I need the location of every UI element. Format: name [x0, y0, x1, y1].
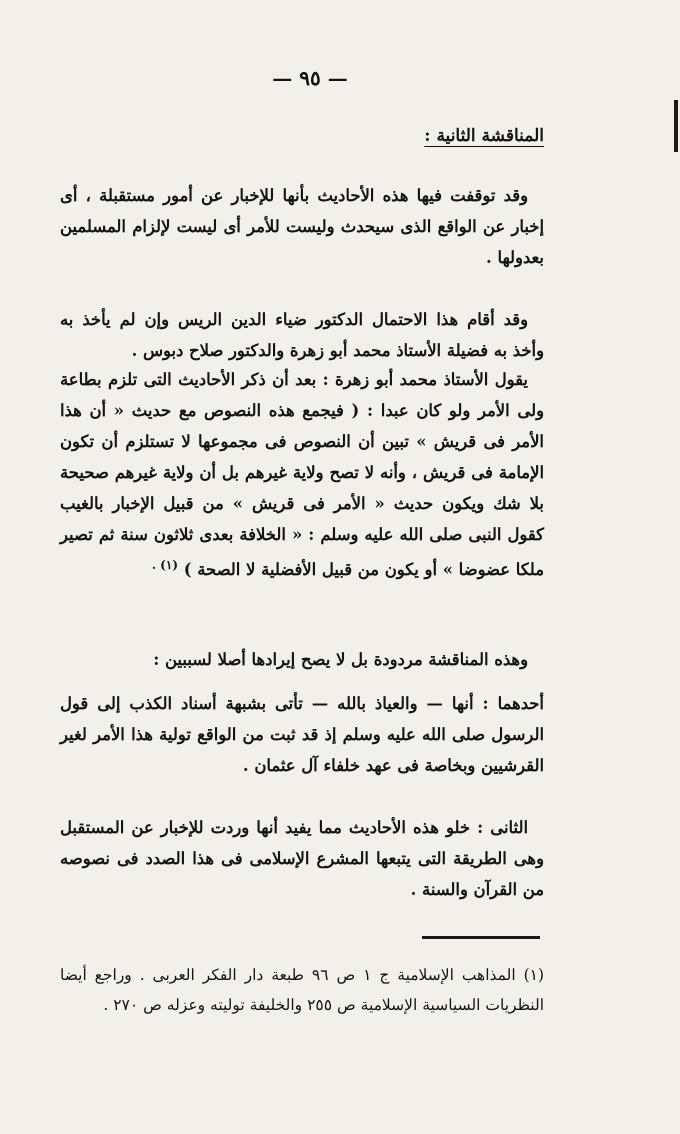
- paragraph-2: [60, 304, 544, 366]
- paragraph-6: [60, 812, 544, 905]
- page-edge-mark: [674, 100, 678, 152]
- paragraph-5: [60, 688, 544, 781]
- paragraph-4: [60, 644, 544, 675]
- paragraph-1: [60, 180, 544, 273]
- footnote-divider: [422, 936, 540, 939]
- paragraph-6-text: الثانى : خلو هذه الأحاديث مما يفيد أنها وردت للإخبار عن المستقبل وهى الطريقة التى يتبعها المشرع الإسلامى فى هذا الصدد فى نصوصه من القرآن والسنة .: [60, 818, 544, 899]
- paragraph-4-text: وهذه المناقشة مردودة بل لا يصح إيرادها أصلا لسببين :: [153, 650, 528, 669]
- section-heading: المناقشة الثانية :: [424, 126, 544, 146]
- footnote-text: (١) المذاهب الإسلامية ج ١ ص ٩٦ طبعة دار الفكر العربى . وراجع أيضا النظريات السياسية الإسلامية ص ٢٥٥ والخليفة توليته وعزله ص ٢٧٠ .: [60, 966, 545, 1014]
- paragraph-3: [60, 364, 544, 585]
- footnote-reference: (١) .: [151, 558, 179, 572]
- paragraph-1-text: وقد توقفت فيها هذه الأحاديث بأنها للإخبار عن أمور مستقبلة ، أى إخبار عن الواقع الذى سيحدث وليست للأمر أى ليست لإلزام المسلمين بعدولها .: [60, 186, 544, 267]
- footnote: [60, 960, 544, 1020]
- paragraph-5-text: أحدهما : أنها — والعياذ بالله — تأتى بشبهة أسناد الكذب إلى قول الرسول صلى الله عليه وسلم إذ قد ثبت من الواقع تولية هذا الأمر لغير القرشيين وبخاصة فى عهد خلفاء آل عثمان .: [60, 694, 544, 775]
- paragraph-3-text: يقول الأستاذ محمد أبو زهرة : بعد أن ذكر الأحاديث التى تلزم بطاعة ولى الأمر ولو كان عبدا : ( فيجمع هذه النصوص مع حديث « أن هذا الأمر فى قريش » تبين أن النصوص فى مجموعها لا تستلزم أن تكون الإمامة فى قريش ، وأنه لا تصح ولاية غيرهم بل أن ولاية غيرهم صحيحة بلا شك ويكون حديث « الأمر فى قريش » من قبيل الإخبار بالغيب كقول النبى صلى الله عليه وسلم : « الخلافة بعدى ثلاثون سنة ثم تصير ملكا عضوضا » أو يكون من قبيل الأفضلية لا الصحة ): [60, 370, 544, 580]
- page-number: — ٩٥ —: [272, 66, 348, 90]
- paragraph-2-text: وقد أقام هذا الاحتمال الدكتور ضياء الدين الريس وإن لم يأخذ به وأخذ به فضيلة الأستاذ محمد أبو زهرة والدكتور صلاح دبوس .: [60, 310, 544, 360]
